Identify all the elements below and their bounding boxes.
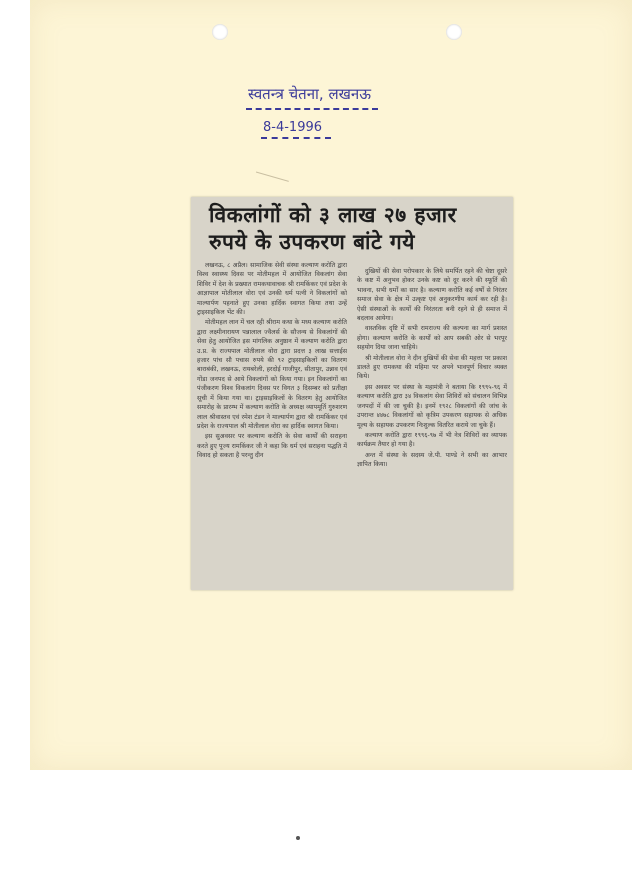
handwritten-source-note: स्वतन्त्र चेतना, लखनऊ: [248, 85, 372, 103]
article-paragraph: इस अवसर पर संस्था के महामंत्री ने बताया कि १९९५-९६ में कल्याण करोति द्वारा ३४ विकलांग सेवा शिविरों को संचालन विभिन्न जनपदों में की जा चुकी है। इनमें १९२८ विकलांगों की जांच के उपरान्त ४४७८ विकलांगों को कृत्रिम उपकरण सहायक से अधिक मूल्य के सहायक उपकरण निःशुल्क वितरित कराये जा चुके हैं।: [357, 383, 507, 429]
headline-line-1: विकलांगों को ३ लाख २७ हजार: [209, 202, 457, 227]
article-paragraph: वास्तविक दृष्टि में सभी रामराज्य की कल्पना का मार्ग प्रशस्त होगा। कल्याण करोति के कार्यों को आप सबकी ओर से भरपूर सहयोग दिया जाना चाहिये।: [357, 325, 507, 352]
article-paragraph: श्री मोतीलाल वोरा ने दीन दुखियों की सेवा की महत्ता पर प्रकाश डालते हुए रामकथा की महिमा पर अपने भावपूर्ण विचार व्यक्त किये।: [357, 354, 507, 381]
handwritten-date-note: 8-4-1996: [263, 120, 323, 135]
article-column-right: [357, 267, 507, 590]
article-paragraph: अन्त में संस्था के सदस्य जे.पी. पाण्डे ने सभी का आभार ज्ञापित किया।: [357, 451, 507, 469]
article-paragraph: इस सुअवसर पर कल्याण करोति के सेवा कार्यों की सराहना करते हुए पूज्य रामकिंकर जी ने कहा कि धर्म एवं सराहना पद्धति में विवाद हो सकता है परन्तु दीन: [197, 433, 347, 460]
newspaper-clipping: [191, 197, 513, 590]
article-paragraph: लखनऊ, ८ अप्रैल। सामाजिक सेवी संस्था कल्याण करोति द्वारा विश्व स्वास्थ्य दिवस पर मोतीमहल में आयोजित विकलांग सेवा शिविर में देश के प्रख्यात रामकथावाचक श्री रामकिंकर एवं प्रदेश के आज्ञापाल मोतीलाल वोरा एवं उनकी धर्म पत्नी ने विकलांगों को माल्यार्पण पहनाते हुए उनका हार्दिक स्वागत किया तथा उन्हें ट्राइसाइकिल भेंट की।: [197, 262, 347, 317]
article-paragraph: मोतीमहल लान में चल रही श्रीराम कथा के मध्य कल्याण करोति द्वारा लक्ष्मीनारायण पन्नालाल ज्वैलर्स के सौजन्य से विकलांगों की सेवा हेतु आयोजित इस मांगलिक अनुष्ठान में कल्याण करोति द्वारा उ.प्र. के राज्यपाल मोतीलाल वोरा द्वारा प्रदत्त ३ लाख सत्ताईस हजार पांच सौ पचास रुपये की ९२ ट्राइसाइकिलों का वितरण बाराबंकी, लखनऊ, रायबरेली, हरदोई गाजीपुर, सीतापुर, उन्नाव एवं गोंडा जनपद से आये विकलांगों को किया गया। इन विकलांगों का पंजीकरण विश्व विकलांग दिवस पर विगत ३ दिसम्बर को प्रतीक्षा सूची में किया गया था। ट्राइसाइकिलों के वितरण हेतु आयोजित समारोह के प्रारम्भ में कल्याण करोति के अध्यक्ष व्यापमूर्ति गुरुशरण लाल श्रीवास्तव एवं रमेश टंडन ने माल्यार्पण द्वारा श्री रामकिंकर एवं प्रदेश के राज्यपाल श्री मोतीलाल वोरा का हार्दिक स्वागत किया।: [197, 319, 347, 430]
date-underline: [261, 137, 331, 139]
scan-speck: [296, 836, 300, 840]
clipping-headline: [209, 201, 509, 255]
headline-line-2: रुपये के उपकरण बांटे गये: [209, 229, 415, 254]
punch-hole-left: [212, 24, 228, 40]
article-paragraph: दुखियों की सेवा परोपकार के लिये समर्पित रहने की चेष्टा दूसरे के कष्ट में अनुभव होकर उनके कष्ट को दूर करने की स्फूर्ति की भावना, सभी धर्मों का सार है। कल्याण करोति कई वर्षों से निरंतर समाज सेवा के क्षेत्र में उत्कृष्ट एवं अनुकरणीय कार्य कर रही है। ऐसी संस्थाओं के कार्यों की निरंतरता बनी रहने से ही समाज में बदलाव आयेगा।: [357, 268, 507, 323]
punch-hole-right: [446, 24, 462, 40]
article-paragraph: कल्याण करोति द्वारा १९९६-९७ में भी नेत्र शिविरों का व्यापक कार्यक्रम तैयार हो गया है।: [357, 431, 507, 449]
source-underline: [246, 108, 378, 110]
article-column-left: [197, 261, 347, 586]
